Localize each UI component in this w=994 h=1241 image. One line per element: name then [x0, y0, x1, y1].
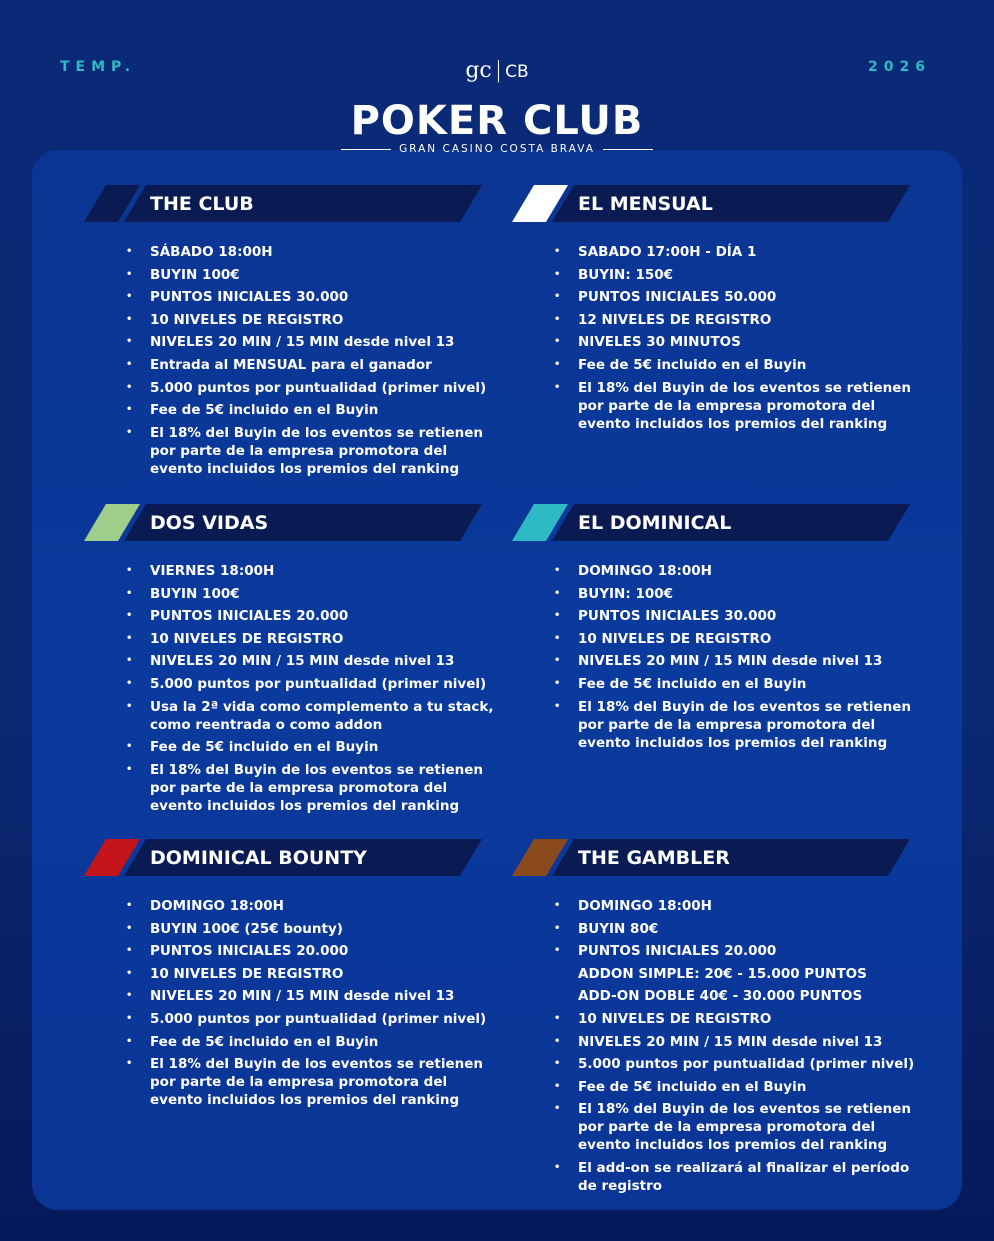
- section-header: [512, 185, 932, 223]
- section-items: [552, 562, 922, 756]
- list-item: • DOMINGO 18:00H: [552, 562, 922, 580]
- list-item: • El 18% del Buyin de los eventos se retienen por parte de la empresa promotora del evento incluidos los premios del ranking: [124, 761, 494, 815]
- list-item: • 5.000 puntos por puntualidad (primer nivel): [552, 1055, 922, 1073]
- section-header-banner: [84, 185, 484, 223]
- section-title: DOS VIDAS: [150, 512, 269, 534]
- brand-cb: CB: [505, 62, 529, 82]
- list-item: • Fee de 5€ incluido en el Buyin: [552, 356, 922, 374]
- list-item: • El add-on se realizará al finalizar el período de registro: [552, 1159, 922, 1195]
- section-header: [84, 504, 504, 542]
- list-item: • Usa la 2ª vida como complemento a tu stack, como reentrada o como addon: [124, 698, 494, 734]
- list-item: • NIVELES 20 MIN / 15 MIN desde nivel 13: [552, 1033, 922, 1051]
- list-item: ADD-ON DOBLE 40€ - 30.000 PUNTOS: [578, 988, 863, 1005]
- section-title: THE GAMBLER: [578, 847, 730, 869]
- section-items: [552, 897, 922, 1200]
- brand-subtitle: GRAN CASINO COSTA BRAVA: [399, 143, 595, 155]
- list-item: • DOMINGO 18:00H: [552, 897, 922, 915]
- list-item: • VIERNES 18:00H: [124, 562, 494, 580]
- list-item: • Fee de 5€ incluido en el Buyin: [124, 401, 494, 419]
- list-item: • PUNTOS INICIALES 50.000: [552, 288, 922, 306]
- list-item: • NIVELES 20 MIN / 15 MIN desde nivel 13: [124, 333, 494, 351]
- list-item: • 5.000 puntos por puntualidad (primer nivel): [124, 675, 494, 693]
- section-items: [124, 562, 494, 819]
- section-header: [84, 839, 504, 877]
- section-title: EL DOMINICAL: [578, 512, 732, 534]
- list-item: • NIVELES 30 MINUTOS: [552, 333, 922, 351]
- list-item: • El 18% del Buyin de los eventos se retienen por parte de la empresa promotora del evento incluidos los premios del ranking: [552, 1100, 922, 1154]
- list-item: • El 18% del Buyin de los eventos se retienen por parte de la empresa promotora del evento incluidos los premios del ranking: [124, 424, 494, 478]
- list-item: • 10 NIVELES DE REGISTRO: [552, 1010, 922, 1028]
- list-item: • 10 NIVELES DE REGISTRO: [124, 311, 494, 329]
- list-item: • Fee de 5€ incluido en el Buyin: [124, 738, 494, 756]
- season-label: TEMP.: [60, 59, 137, 75]
- section-items: [124, 897, 494, 1114]
- list-item: • Entrada al MENSUAL para el ganador: [124, 356, 494, 374]
- list-item: • Fee de 5€ incluido en el Buyin: [124, 1033, 494, 1051]
- list-item: • SÁBADO 18:00H: [124, 243, 494, 261]
- section-title: EL MENSUAL: [578, 193, 713, 215]
- list-item: • NIVELES 20 MIN / 15 MIN desde nivel 13: [552, 652, 922, 670]
- list-item: • 10 NIVELES DE REGISTRO: [124, 965, 494, 983]
- list-item: • El 18% del Buyin de los eventos se retienen por parte de la empresa promotora del evento incluidos los premios del ranking: [124, 1055, 494, 1109]
- section-title: THE CLUB: [150, 193, 254, 215]
- section-header-banner: [84, 504, 484, 542]
- list-item: • 10 NIVELES DE REGISTRO: [124, 630, 494, 648]
- section-header: [512, 504, 932, 542]
- section-title: DOMINICAL BOUNTY: [150, 847, 367, 869]
- season-year: 2026: [868, 59, 931, 75]
- list-item: • PUNTOS INICIALES 20.000: [552, 942, 922, 960]
- divider-right: [603, 149, 653, 150]
- brand-separator: |: [494, 58, 503, 83]
- list-item: • DOMINGO 18:00H: [124, 897, 494, 915]
- list-item: • 5.000 puntos por puntualidad (primer nivel): [124, 1010, 494, 1028]
- list-item: • BUYIN 100€: [124, 585, 494, 603]
- section-el-dominical: [512, 504, 932, 751]
- section-dos-vidas: [84, 504, 504, 814]
- section-the-gambler: [512, 839, 932, 1194]
- list-item: • BUYIN 100€ (25€ bounty): [124, 920, 494, 938]
- list-item: • Fee de 5€ incluido en el Buyin: [552, 675, 922, 693]
- section-el-mensual: [512, 185, 932, 432]
- list-item: • BUYIN 80€: [552, 920, 922, 938]
- section-items: [552, 243, 922, 437]
- section-header: [512, 839, 932, 877]
- list-item: • 10 NIVELES DE REGISTRO: [552, 630, 922, 648]
- brand-gc: gc: [465, 58, 492, 83]
- list-item: • NIVELES 20 MIN / 15 MIN desde nivel 13: [124, 987, 494, 1005]
- list-item: • El 18% del Buyin de los eventos se retienen por parte de la empresa promotora del evento incluidos los premios del ranking: [552, 379, 922, 433]
- section-the-club: [84, 185, 504, 477]
- section-dominical-bounty: [84, 839, 504, 1109]
- list-item: • 12 NIVELES DE REGISTRO: [552, 311, 922, 329]
- list-item: • 5.000 puntos por puntualidad (primer nivel): [124, 379, 494, 397]
- list-item: • El 18% del Buyin de los eventos se retienen por parte de la empresa promotora del evento incluidos los premios del ranking: [552, 698, 922, 752]
- list-item: • PUNTOS INICIALES 20.000: [124, 942, 494, 960]
- section-items: [124, 243, 494, 482]
- list-item: ADDON SIMPLE: 20€ - 15.000 PUNTOS: [578, 965, 867, 982]
- list-item: • PUNTOS INICIALES 20.000: [124, 607, 494, 625]
- list-item: • Fee de 5€ incluido en el Buyin: [552, 1078, 922, 1096]
- list-item: • NIVELES 20 MIN / 15 MIN desde nivel 13: [124, 652, 494, 670]
- list-item: • PUNTOS INICIALES 30.000: [124, 288, 494, 306]
- list-item: • BUYIN: 150€: [552, 266, 922, 284]
- divider-left: [341, 149, 391, 150]
- list-item: • BUYIN: 100€: [552, 585, 922, 603]
- brand-subtitle-row: [0, 143, 994, 155]
- list-item: • BUYIN 100€: [124, 266, 494, 284]
- brand-title: POKER CLUB: [350, 98, 644, 144]
- brand-small-logo: [0, 58, 994, 83]
- list-item: • PUNTOS INICIALES 30.000: [552, 607, 922, 625]
- list-item: • SABADO 17:00H - DÍA 1: [552, 243, 922, 261]
- section-header: [84, 185, 504, 223]
